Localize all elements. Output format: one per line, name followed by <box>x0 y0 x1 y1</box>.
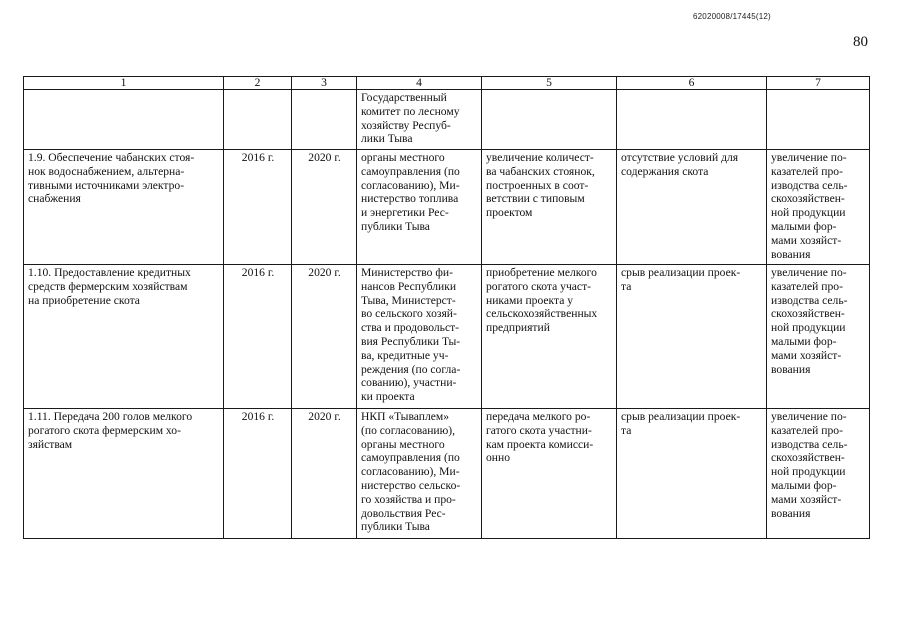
end-year-cell: 2020 г. <box>292 150 357 265</box>
indicator-link-cell <box>767 90 870 150</box>
executor-cell: органы местного самоуправления (по согласованию), Ми- нистерство топлива и энергетики Рес- публики Тыва <box>357 150 482 265</box>
executor-cell: Министерство фи- нансов Республики Тыва, Министерст- во сельского хозяй- ства и продовольст- вия Республики Ты- ва, кредитные уч- реждения (по согла- сованию), участни- ки проекта <box>357 265 482 409</box>
expected-result-cell: увеличение количест- ва чабанских стоянок, построенных в соот- ветствии с типовым проектом <box>482 150 617 265</box>
column-number: 5 <box>482 77 617 90</box>
column-number: 4 <box>357 77 482 90</box>
column-number: 6 <box>617 77 767 90</box>
table-row <box>24 409 870 539</box>
measures-table <box>23 76 870 539</box>
column-number-row <box>24 77 870 90</box>
consequence-cell <box>617 90 767 150</box>
expected-result-cell <box>482 90 617 150</box>
executor-cell: НКП «Тываплем» (по согласованию), органы местного самоуправления (по согласованию), Ми- нистерство сельско- го хозяйства и про- довольствия Рес- публики Тыва <box>357 409 482 539</box>
indicator-link-cell: увеличение по- казателей про- изводства сель- скохозяйствен- ной продукции малыми фор- мами хозяйст- вования <box>767 409 870 539</box>
start-year-cell: 2016 г. <box>224 150 292 265</box>
column-number: 1 <box>24 77 224 90</box>
expected-result-cell: приобретение мелкого рогатого скота участ- никами проекта у сельскохозяйственных предприятий <box>482 265 617 409</box>
measure-name-cell <box>24 90 224 150</box>
column-number: 3 <box>292 77 357 90</box>
measure-name-cell: 1.9. Обеспечение чабанских стоя- нок водоснабжением, альтерна- тивными источниками электро- снабжения <box>24 150 224 265</box>
document-id: 62020008/17445(12) <box>693 12 771 21</box>
column-number: 7 <box>767 77 870 90</box>
column-number: 2 <box>224 77 292 90</box>
start-year-cell: 2016 г. <box>224 265 292 409</box>
consequence-cell: срыв реализации проек- та <box>617 265 767 409</box>
expected-result-cell: передача мелкого ро- гатого скота участни- кам проекта комисси- онно <box>482 409 617 539</box>
table-row <box>24 265 870 409</box>
indicator-link-cell: увеличение по- казателей про- изводства сель- скохозяйствен- ной продукции малыми фор- мами хозяйст- вования <box>767 265 870 409</box>
measure-name-cell: 1.11. Передача 200 голов мелкого рогатого скота фермерским хо- зяйствам <box>24 409 224 539</box>
table-row <box>24 90 870 150</box>
page-number: 80 <box>853 34 868 50</box>
executor-cell: Государственный комитет по лесному хозяйству Респуб- лики Тыва <box>357 90 482 150</box>
consequence-cell: отсутствие условий для содержания скота <box>617 150 767 265</box>
measure-name-cell: 1.10. Предоставление кредитных средств фермерским хозяйствам на приобретение скота <box>24 265 224 409</box>
end-year-cell: 2020 г. <box>292 409 357 539</box>
end-year-cell <box>292 90 357 150</box>
indicator-link-cell: увеличение по- казателей про- изводства сель- скохозяйствен- ной продукции малыми фор- мами хозяйст- вования <box>767 150 870 265</box>
start-year-cell: 2016 г. <box>224 409 292 539</box>
end-year-cell: 2020 г. <box>292 265 357 409</box>
consequence-cell: срыв реализации проек- та <box>617 409 767 539</box>
start-year-cell <box>224 90 292 150</box>
table-row <box>24 150 870 265</box>
